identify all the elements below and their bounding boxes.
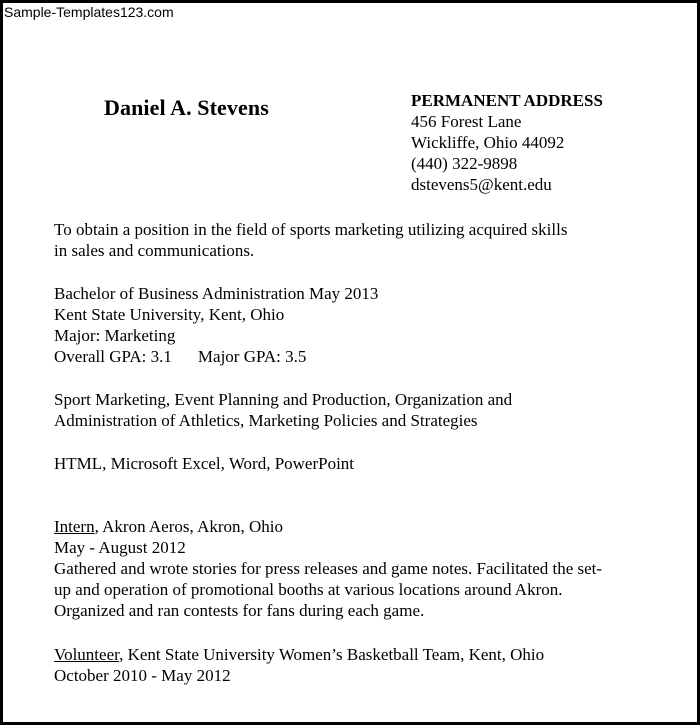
permanent-address	[411, 90, 603, 195]
address-heading: PERMANENT ADDRESS	[411, 91, 603, 110]
address-email: dstevens5@kent.edu	[411, 175, 552, 194]
experience-org: , Kent State University Women’s Basketball Team, Kent, Ohio	[119, 645, 545, 664]
experience-dates: May - August 2012	[54, 538, 186, 557]
overall-gpa: Overall GPA: 3.1	[54, 347, 172, 366]
coursework-line: Sport Marketing, Event Planning and Production, Organization and	[54, 390, 513, 409]
education-section	[54, 283, 378, 367]
objective-line: in sales and communications.	[54, 241, 255, 260]
coursework-line: Administration of Athletics, Marketing Policies and Strategies	[54, 411, 478, 430]
experience-description: up and operation of promotional booths at various locations around Akron.	[54, 580, 563, 599]
education-gpa-row	[54, 346, 378, 367]
applicant-name: Daniel A. Stevens	[104, 95, 269, 120]
major-gpa: Major GPA: 3.5	[197, 347, 307, 366]
objective-line: To obtain a position in the field of sports marketing utilizing acquired skills	[54, 220, 568, 239]
experience-dates: October 2010 - May 2012	[54, 666, 231, 685]
address-street: 456 Forest Lane	[411, 112, 522, 131]
experience-item	[54, 644, 544, 686]
objective-section	[54, 219, 567, 261]
experience-description: Gathered and wrote stories for press releases and game notes. Facilitated the set-	[54, 559, 603, 578]
experience-title: Intern	[54, 517, 95, 536]
education-school: Kent State University, Kent, Ohio	[54, 305, 285, 324]
skills-line: HTML, Microsoft Excel, Word, PowerPoint	[54, 454, 355, 473]
education-degree: Bachelor of Business Administration May 2013	[54, 284, 379, 303]
watermark: Sample-Templates123.com	[4, 4, 174, 20]
address-phone: (440) 322-9898	[411, 154, 518, 173]
experience-org: , Akron Aeros, Akron, Ohio	[94, 517, 284, 536]
education-major: Major: Marketing	[54, 326, 176, 345]
experience-heading	[54, 516, 602, 537]
experience-heading	[54, 644, 544, 665]
experience-item	[54, 516, 602, 621]
skills-section	[54, 453, 354, 474]
address-city: Wickliffe, Ohio 44092	[411, 133, 565, 152]
coursework-section	[54, 389, 512, 431]
experience-description: Organized and ran contests for fans during each game.	[54, 601, 425, 620]
experience-title: Volunteer	[54, 645, 120, 664]
